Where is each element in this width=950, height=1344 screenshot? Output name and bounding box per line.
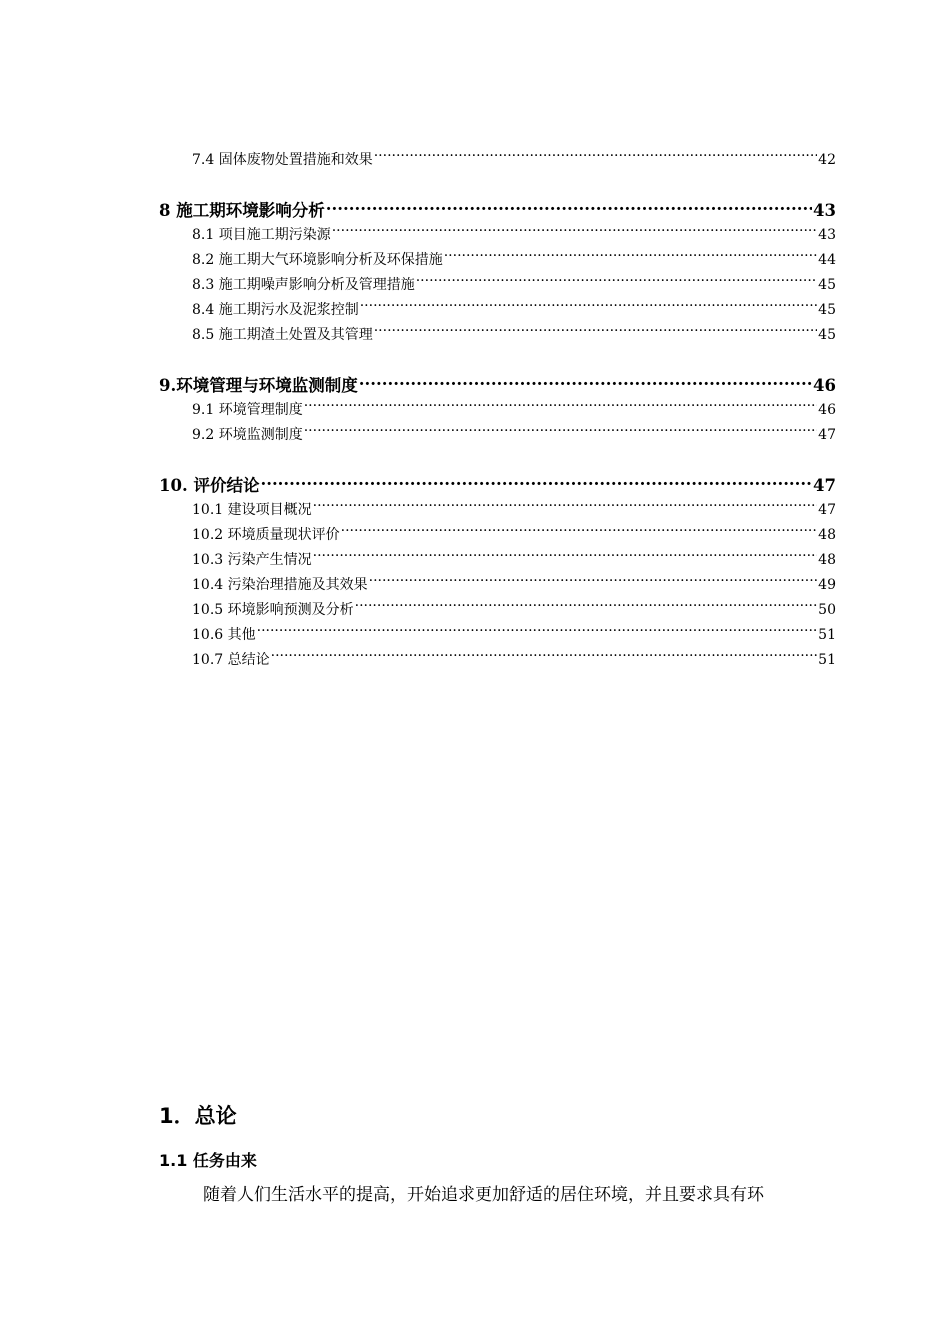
toc-page-number: 49 bbox=[818, 577, 836, 593]
toc-dot-leader bbox=[313, 500, 818, 514]
toc-dot-leader bbox=[304, 400, 817, 414]
toc-page-number: 42 bbox=[818, 152, 836, 168]
toc-entry-label: 10.6 其他 bbox=[192, 627, 256, 643]
toc-entry-label: 8.5 施工期渣土处置及其管理 bbox=[192, 327, 373, 343]
toc-section-entry[interactable] bbox=[159, 223, 836, 248]
toc-entry-label: 8.2 施工期大气环境影响分析及环保措施 bbox=[192, 252, 443, 268]
toc-dot-leader bbox=[416, 275, 817, 289]
toc-entry-label: 9.环境管理与环境监测制度 bbox=[159, 376, 358, 395]
toc-chapter-entry[interactable] bbox=[159, 198, 836, 223]
toc-section-entry[interactable] bbox=[159, 623, 836, 648]
toc-dot-leader bbox=[257, 625, 818, 639]
toc-dot-leader bbox=[355, 600, 818, 614]
toc-page-number: 50 bbox=[818, 602, 836, 618]
toc-dot-leader bbox=[304, 425, 817, 439]
toc-page-number: 45 bbox=[818, 277, 836, 293]
toc-entry-label: 8.1 项目施工期污染源 bbox=[192, 227, 331, 243]
toc-page-number: 51 bbox=[818, 627, 836, 643]
toc-page-number: 51 bbox=[818, 652, 836, 668]
toc-dot-leader bbox=[374, 150, 817, 164]
toc-dot-leader bbox=[341, 525, 818, 539]
toc-entry-label: 8.4 施工期污水及泥浆控制 bbox=[192, 302, 359, 318]
toc-entry-label: 10.5 环境影响预测及分析 bbox=[192, 602, 354, 618]
toc-section-entry[interactable] bbox=[159, 648, 836, 673]
toc-page-number: 47 bbox=[818, 427, 836, 443]
toc-section-entry[interactable] bbox=[159, 323, 836, 348]
toc-dot-leader bbox=[360, 300, 817, 314]
subsection-heading: 1.1 任务由来 bbox=[159, 1151, 257, 1170]
toc-section-entry[interactable] bbox=[159, 248, 836, 273]
toc-page-number: 48 bbox=[818, 552, 836, 568]
toc-section-entry[interactable] bbox=[159, 598, 836, 623]
toc-page-number: 45 bbox=[818, 327, 836, 343]
toc-section-entry[interactable] bbox=[159, 148, 836, 173]
toc-dot-leader bbox=[260, 475, 812, 492]
toc-entry-label: 10.7 总结论 bbox=[192, 652, 270, 668]
toc-page-number: 48 bbox=[818, 527, 836, 543]
toc-section-entry[interactable] bbox=[159, 398, 836, 423]
toc-dot-leader bbox=[369, 575, 818, 589]
toc-entry-label: 7.4 固体废物处置措施和效果 bbox=[192, 152, 373, 168]
toc-entry-label: 8 施工期环境影响分析 bbox=[159, 201, 325, 220]
toc-section-entry[interactable] bbox=[159, 423, 836, 448]
toc-dot-leader bbox=[359, 375, 812, 392]
toc-entry-label: 10.3 污染产生情况 bbox=[192, 552, 312, 568]
toc-section-entry[interactable] bbox=[159, 273, 836, 298]
toc-page-number: 47 bbox=[813, 476, 836, 495]
section-heading: 1．总论 bbox=[159, 1104, 237, 1128]
toc-entry-label: 10.2 环境质量现状评价 bbox=[192, 527, 340, 543]
toc-section-entry[interactable] bbox=[159, 523, 836, 548]
toc-dot-leader bbox=[313, 550, 818, 564]
toc-chapter-entry[interactable] bbox=[159, 373, 836, 398]
toc-page-number: 43 bbox=[813, 201, 836, 220]
toc-page-number: 45 bbox=[818, 302, 836, 318]
toc-entry-label: 10. 评价结论 bbox=[159, 476, 260, 495]
toc-dot-leader bbox=[326, 200, 812, 217]
toc-entry-label: 10.4 污染治理措施及其效果 bbox=[192, 577, 368, 593]
body-paragraph: 随着人们生活水平的提高，开始追求更加舒适的居住环境，并且要求具有环 bbox=[203, 1185, 764, 1205]
toc-section-entry[interactable] bbox=[159, 498, 836, 523]
toc-chapter-entry[interactable] bbox=[159, 473, 836, 498]
toc-entry-label: 9.2 环境监测制度 bbox=[192, 427, 303, 443]
toc-page-number: 46 bbox=[818, 402, 836, 418]
toc-section-entry[interactable] bbox=[159, 298, 836, 323]
toc-entry-label: 8.3 施工期噪声影响分析及管理措施 bbox=[192, 277, 415, 293]
toc-page-number: 43 bbox=[818, 227, 836, 243]
table-of-contents bbox=[159, 148, 836, 673]
toc-dot-leader bbox=[374, 325, 817, 339]
toc-entry-label: 9.1 环境管理制度 bbox=[192, 402, 303, 418]
toc-dot-leader bbox=[444, 250, 817, 264]
toc-page-number: 44 bbox=[818, 252, 836, 268]
toc-section-entry[interactable] bbox=[159, 573, 836, 598]
toc-page-number: 47 bbox=[818, 502, 836, 518]
toc-section-entry[interactable] bbox=[159, 548, 836, 573]
toc-dot-leader bbox=[271, 650, 818, 664]
toc-dot-leader bbox=[332, 225, 817, 239]
toc-page-number: 46 bbox=[813, 376, 836, 395]
toc-entry-label: 10.1 建设项目概况 bbox=[192, 502, 312, 518]
